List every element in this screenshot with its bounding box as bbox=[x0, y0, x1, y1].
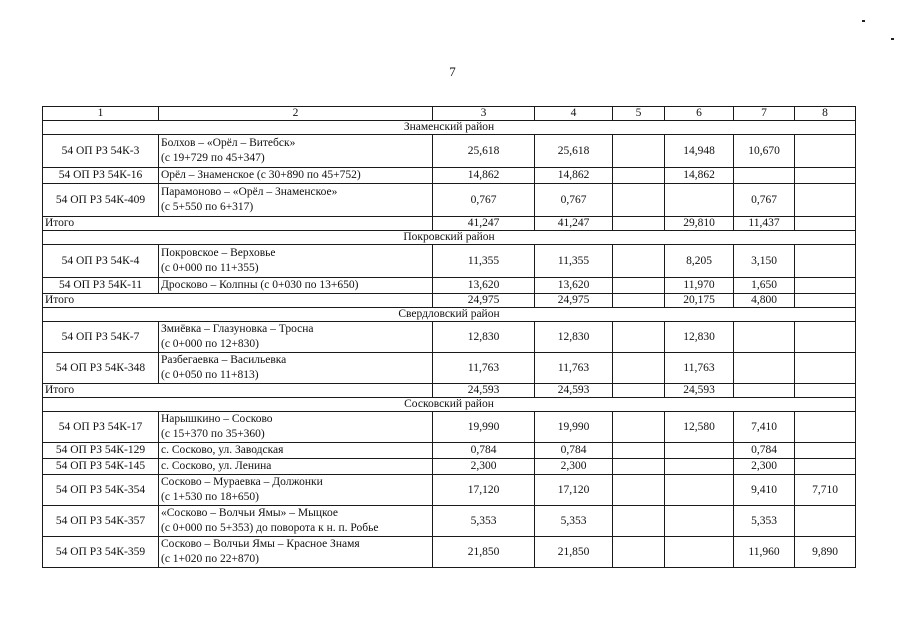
road-code: 54 ОП РЗ 54К-4 bbox=[43, 245, 159, 278]
road-code: 54 ОП РЗ 54К-3 bbox=[43, 135, 159, 168]
value-c3: 12,830 bbox=[433, 322, 535, 353]
road-code: 54 ОП РЗ 54К-357 bbox=[43, 506, 159, 537]
road-name bbox=[159, 168, 433, 184]
value-c5 bbox=[613, 278, 665, 294]
value-c7: 9,410 bbox=[734, 475, 795, 506]
scan-mark bbox=[862, 20, 865, 22]
value-c3: 0,784 bbox=[433, 443, 535, 459]
road-code: 54 ОП РЗ 54К-145 bbox=[43, 459, 159, 475]
column-number: 7 bbox=[734, 107, 795, 121]
value-c3: 21,850 bbox=[433, 537, 535, 568]
total-row bbox=[43, 217, 856, 231]
table-row bbox=[43, 245, 856, 278]
road-code: 54 ОП РЗ 54К-348 bbox=[43, 353, 159, 384]
total-c8 bbox=[795, 384, 856, 398]
value-c8 bbox=[795, 443, 856, 459]
road-name-line: (с 0+000 по 11+355) bbox=[161, 262, 259, 274]
value-c6: 14,948 bbox=[665, 135, 734, 168]
value-c6: 11,763 bbox=[665, 353, 734, 384]
total-label: Итого bbox=[43, 217, 433, 231]
column-number: 8 bbox=[795, 107, 856, 121]
value-c5 bbox=[613, 475, 665, 506]
total-c3: 24,593 bbox=[433, 384, 535, 398]
value-c8 bbox=[795, 245, 856, 278]
value-c7 bbox=[734, 322, 795, 353]
scan-mark bbox=[891, 38, 894, 40]
road-name-line: Орёл – Знаменское (с 30+890 по 45+752) bbox=[161, 169, 361, 181]
value-c7 bbox=[734, 353, 795, 384]
road-code: 54 ОП РЗ 54К-409 bbox=[43, 184, 159, 217]
value-c3: 17,120 bbox=[433, 475, 535, 506]
table-row bbox=[43, 537, 856, 568]
road-name bbox=[159, 278, 433, 294]
page-number: 7 bbox=[449, 64, 456, 79]
section-title: Знаменский район bbox=[43, 121, 856, 135]
road-name bbox=[159, 459, 433, 475]
value-c7: 0,784 bbox=[734, 443, 795, 459]
total-c7: 11,437 bbox=[734, 217, 795, 231]
value-c5 bbox=[613, 443, 665, 459]
road-name-line: (с 15+370 по 35+360) bbox=[161, 428, 265, 440]
value-c4: 21,850 bbox=[535, 537, 613, 568]
road-name-line: Сосково – Мураевка – Должонки bbox=[161, 476, 323, 488]
table-row bbox=[43, 475, 856, 506]
value-c5 bbox=[613, 506, 665, 537]
value-c4: 0,767 bbox=[535, 184, 613, 217]
column-number: 3 bbox=[433, 107, 535, 121]
value-c6: 12,580 bbox=[665, 412, 734, 443]
value-c8: 9,890 bbox=[795, 537, 856, 568]
road-code: 54 ОП РЗ 54К-16 bbox=[43, 168, 159, 184]
roads-table bbox=[42, 106, 856, 568]
road-name-line: (с 0+050 по 11+813) bbox=[161, 369, 259, 381]
value-c3: 19,990 bbox=[433, 412, 535, 443]
column-number-row bbox=[43, 107, 856, 121]
total-c8 bbox=[795, 217, 856, 231]
road-name-line: Разбегаевка – Васильевка bbox=[161, 354, 287, 366]
road-name bbox=[159, 184, 433, 217]
value-c4: 11,763 bbox=[535, 353, 613, 384]
value-c4: 14,862 bbox=[535, 168, 613, 184]
road-name bbox=[159, 506, 433, 537]
road-name-line: Нарышкино – Сосково bbox=[161, 413, 273, 425]
table-row bbox=[43, 322, 856, 353]
table-row bbox=[43, 506, 856, 537]
column-number: 5 bbox=[613, 107, 665, 121]
section-title-row bbox=[43, 121, 856, 135]
road-name-line: с. Сосково, ул. Заводская bbox=[161, 444, 284, 456]
road-name bbox=[159, 245, 433, 278]
section-title: Свердловский район bbox=[43, 308, 856, 322]
section-title-row bbox=[43, 398, 856, 412]
value-c6 bbox=[665, 459, 734, 475]
value-c3: 11,355 bbox=[433, 245, 535, 278]
total-row bbox=[43, 294, 856, 308]
table-row bbox=[43, 184, 856, 217]
column-number: 1 bbox=[43, 107, 159, 121]
road-name-line: Покровское – Верховье bbox=[161, 247, 276, 259]
table-body bbox=[43, 107, 856, 568]
value-c5 bbox=[613, 412, 665, 443]
total-c4: 41,247 bbox=[535, 217, 613, 231]
value-c3: 25,618 bbox=[433, 135, 535, 168]
value-c8 bbox=[795, 353, 856, 384]
total-c5 bbox=[613, 384, 665, 398]
value-c8 bbox=[795, 506, 856, 537]
road-code: 54 ОП РЗ 54К-354 bbox=[43, 475, 159, 506]
value-c6 bbox=[665, 184, 734, 217]
road-name-line: «Сосково – Волчьи Ямы» – Мыцкое bbox=[161, 507, 339, 519]
table-row bbox=[43, 135, 856, 168]
table-row bbox=[43, 353, 856, 384]
section-title-row bbox=[43, 308, 856, 322]
section-title: Сосковский район bbox=[43, 398, 856, 412]
value-c8 bbox=[795, 184, 856, 217]
total-c5 bbox=[613, 217, 665, 231]
total-c8 bbox=[795, 294, 856, 308]
table-row bbox=[43, 168, 856, 184]
road-name bbox=[159, 353, 433, 384]
value-c7: 0,767 bbox=[734, 184, 795, 217]
total-c4: 24,975 bbox=[535, 294, 613, 308]
road-name-line: с. Сосково, ул. Ленина bbox=[161, 460, 272, 472]
value-c8 bbox=[795, 278, 856, 294]
value-c8 bbox=[795, 168, 856, 184]
value-c6: 11,970 bbox=[665, 278, 734, 294]
road-name bbox=[159, 135, 433, 168]
value-c8 bbox=[795, 412, 856, 443]
road-name-line: (с 0+000 по 5+353) до поворота к н. п. Робье bbox=[161, 522, 379, 534]
table-row bbox=[43, 278, 856, 294]
value-c3: 13,620 bbox=[433, 278, 535, 294]
road-code: 54 ОП РЗ 54К-129 bbox=[43, 443, 159, 459]
road-name-line: Дросково – Колпны (с 0+030 по 13+650) bbox=[161, 279, 359, 291]
road-code: 54 ОП РЗ 54К-359 bbox=[43, 537, 159, 568]
value-c7 bbox=[734, 168, 795, 184]
road-name-line: (с 1+530 по 18+650) bbox=[161, 491, 260, 503]
value-c7: 3,150 bbox=[734, 245, 795, 278]
total-c5 bbox=[613, 294, 665, 308]
total-c3: 24,975 bbox=[433, 294, 535, 308]
column-number: 4 bbox=[535, 107, 613, 121]
road-code: 54 ОП РЗ 54К-17 bbox=[43, 412, 159, 443]
value-c7: 7,410 bbox=[734, 412, 795, 443]
value-c8: 7,710 bbox=[795, 475, 856, 506]
column-number: 6 bbox=[665, 107, 734, 121]
value-c4: 25,618 bbox=[535, 135, 613, 168]
road-name-line: (с 5+550 по 6+317) bbox=[161, 201, 254, 213]
value-c3: 2,300 bbox=[433, 459, 535, 475]
value-c5 bbox=[613, 537, 665, 568]
road-name-line: Змиёвка – Глазуновка – Тросна bbox=[161, 323, 314, 335]
value-c5 bbox=[613, 135, 665, 168]
value-c5 bbox=[613, 353, 665, 384]
road-name-line: Сосково – Волчьи Ямы – Красное Знамя bbox=[161, 538, 360, 550]
table-row bbox=[43, 412, 856, 443]
value-c4: 19,990 bbox=[535, 412, 613, 443]
road-name bbox=[159, 443, 433, 459]
road-name-line: (с 0+000 по 12+830) bbox=[161, 338, 260, 350]
section-title: Покровский район bbox=[43, 231, 856, 245]
value-c7: 11,960 bbox=[734, 537, 795, 568]
value-c5 bbox=[613, 184, 665, 217]
value-c3: 5,353 bbox=[433, 506, 535, 537]
road-name bbox=[159, 475, 433, 506]
total-label: Итого bbox=[43, 294, 433, 308]
total-label: Итого bbox=[43, 384, 433, 398]
value-c7: 2,300 bbox=[734, 459, 795, 475]
road-name bbox=[159, 322, 433, 353]
value-c4: 2,300 bbox=[535, 459, 613, 475]
section-title-row bbox=[43, 231, 856, 245]
value-c4: 13,620 bbox=[535, 278, 613, 294]
column-number: 2 bbox=[159, 107, 433, 121]
value-c3: 11,763 bbox=[433, 353, 535, 384]
total-c4: 24,593 bbox=[535, 384, 613, 398]
total-c6: 20,175 bbox=[665, 294, 734, 308]
value-c5 bbox=[613, 322, 665, 353]
value-c8 bbox=[795, 322, 856, 353]
value-c8 bbox=[795, 459, 856, 475]
value-c4: 0,784 bbox=[535, 443, 613, 459]
road-name-line: (с 19+729 по 45+347) bbox=[161, 152, 265, 164]
road-name bbox=[159, 537, 433, 568]
value-c6 bbox=[665, 443, 734, 459]
value-c7: 5,353 bbox=[734, 506, 795, 537]
total-c3: 41,247 bbox=[433, 217, 535, 231]
road-code: 54 ОП РЗ 54К-11 bbox=[43, 278, 159, 294]
value-c3: 0,767 bbox=[433, 184, 535, 217]
value-c4: 11,355 bbox=[535, 245, 613, 278]
total-c7 bbox=[734, 384, 795, 398]
road-name bbox=[159, 412, 433, 443]
table-row bbox=[43, 459, 856, 475]
value-c3: 14,862 bbox=[433, 168, 535, 184]
road-code: 54 ОП РЗ 54К-7 bbox=[43, 322, 159, 353]
value-c7: 10,670 bbox=[734, 135, 795, 168]
total-c6: 24,593 bbox=[665, 384, 734, 398]
value-c5 bbox=[613, 168, 665, 184]
value-c6: 8,205 bbox=[665, 245, 734, 278]
value-c8 bbox=[795, 135, 856, 168]
total-row bbox=[43, 384, 856, 398]
road-name-line: (с 1+020 по 22+870) bbox=[161, 553, 260, 565]
table-row bbox=[43, 443, 856, 459]
value-c6: 14,862 bbox=[665, 168, 734, 184]
value-c7: 1,650 bbox=[734, 278, 795, 294]
road-name-line: Парамоново – «Орёл – Знаменское» bbox=[161, 186, 338, 198]
value-c5 bbox=[613, 245, 665, 278]
value-c6 bbox=[665, 475, 734, 506]
total-c6: 29,810 bbox=[665, 217, 734, 231]
value-c4: 5,353 bbox=[535, 506, 613, 537]
road-name-line: Болхов – «Орёл – Витебск» bbox=[161, 137, 296, 149]
value-c4: 12,830 bbox=[535, 322, 613, 353]
value-c5 bbox=[613, 459, 665, 475]
value-c6 bbox=[665, 537, 734, 568]
total-c7: 4,800 bbox=[734, 294, 795, 308]
value-c4: 17,120 bbox=[535, 475, 613, 506]
value-c6: 12,830 bbox=[665, 322, 734, 353]
value-c6 bbox=[665, 506, 734, 537]
